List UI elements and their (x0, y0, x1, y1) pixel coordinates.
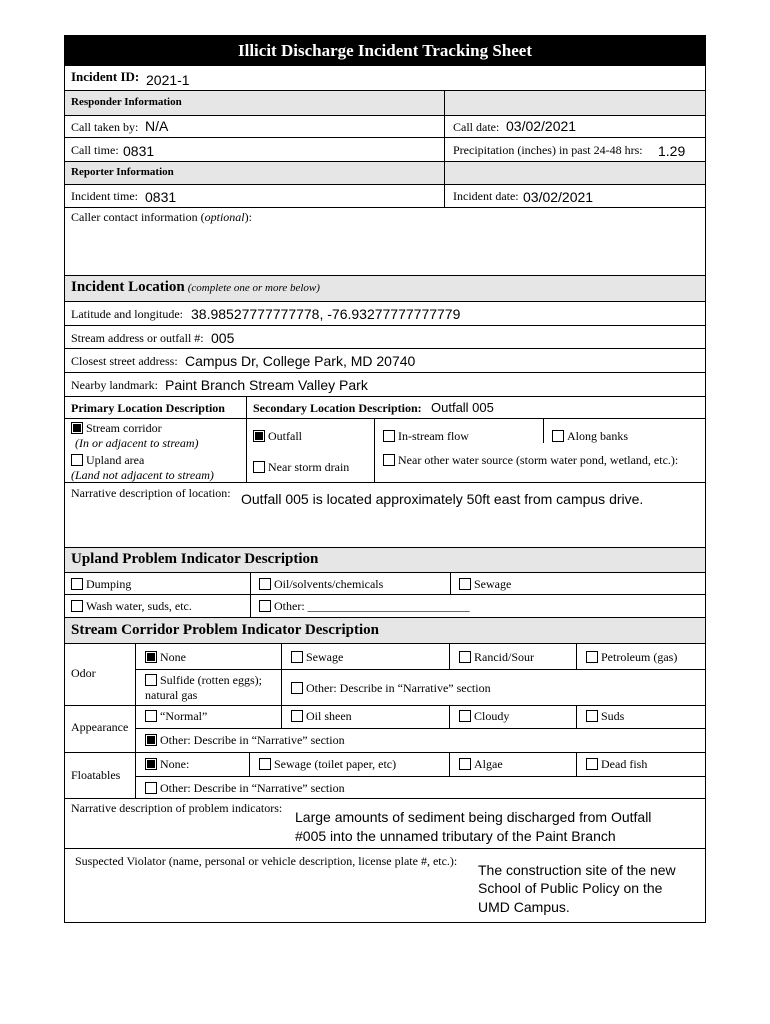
secondary-location-header: Secondary Location Description: (253, 401, 422, 415)
odor-row-1 (135, 644, 705, 670)
incident-id-label: Incident ID: (71, 69, 140, 84)
divider (444, 91, 445, 208)
street-address-value[interactable]: Campus Dr, College Park, MD 20740 (185, 353, 416, 369)
landmark-value[interactable]: Paint Branch Stream Valley Park (165, 377, 368, 393)
upland-header-row (65, 548, 705, 573)
checkbox-checked-icon (145, 651, 157, 663)
checkbox-icon (459, 578, 471, 590)
call-date-value[interactable]: 03/02/2021 (506, 118, 577, 134)
checkbox-icon (586, 710, 598, 722)
checkbox-icon (71, 578, 83, 590)
incident-date-value[interactable]: 03/02/2021 (523, 189, 594, 205)
landmark-row (65, 373, 705, 397)
violator-line2[interactable]: School of Public Policy on the (478, 880, 663, 896)
divider (449, 753, 450, 777)
divider (249, 753, 250, 777)
appearance-row-2 (65, 729, 705, 753)
option-stream-corridor[interactable]: Stream corridor (71, 421, 162, 436)
incident-time-label: Incident time: (71, 189, 138, 203)
floatables-label: Floatables (71, 768, 121, 782)
option-odor-rancid[interactable]: Rancid/Sour (459, 650, 534, 665)
location-header-row (65, 276, 705, 302)
divider (576, 706, 577, 729)
option-app-suds[interactable]: Suds (586, 709, 624, 724)
stream-corridor-note: (In or adjacent to stream) (75, 436, 199, 450)
responder-header: Responder Information (71, 96, 182, 108)
checkbox-icon (259, 600, 271, 612)
violator-section (65, 849, 705, 922)
reporter-header: Reporter Information (71, 166, 174, 178)
option-odor-sewage[interactable]: Sewage (291, 650, 343, 665)
corridor-header-row (65, 618, 705, 644)
option-upland-other[interactable]: Other: ___________________________ (259, 599, 470, 614)
checkbox-icon (459, 758, 471, 770)
option-app-oil-sheen[interactable]: Oil sheen (291, 709, 352, 724)
option-app-normal[interactable]: “Normal” (145, 709, 207, 724)
option-upland-sewage[interactable]: Sewage (459, 577, 511, 592)
checkbox-icon (259, 578, 271, 590)
incident-date-label: Incident date: (453, 189, 519, 203)
checkbox-icon (552, 430, 564, 442)
checkbox-icon (145, 782, 157, 794)
call-time-row (65, 138, 705, 162)
upland-note: (Land not adjacent to stream) (71, 468, 214, 482)
checkbox-checked-icon (145, 758, 157, 770)
checkbox-icon (459, 651, 471, 663)
option-float-other[interactable]: Other: Describe in “Narrative” section (145, 781, 345, 796)
location-options-row (65, 419, 705, 483)
checkbox-icon (459, 710, 471, 722)
checkbox-icon (259, 758, 271, 770)
latlong-row (65, 302, 705, 326)
violator-label: Suspected Violator (name, personal or vehicle description, license plate #, etc.): (75, 854, 458, 868)
checkbox-checked-icon (145, 734, 157, 746)
odor-row-2 (65, 670, 705, 706)
incident-id-value[interactable]: 2021-1 (146, 72, 190, 88)
option-along-banks[interactable]: Along banks (552, 429, 628, 444)
stream-address-value[interactable]: 005 (211, 330, 235, 346)
incident-time-value[interactable]: 0831 (145, 189, 177, 205)
appearance-label: Appearance (71, 720, 129, 734)
stream-address-label: Stream address or outfall #: (71, 331, 204, 345)
problem-narrative-label: Narrative description of problem indicators: (71, 801, 283, 815)
option-app-other[interactable]: Other: Describe in “Narrative” section (145, 733, 345, 748)
option-float-none[interactable]: None: (145, 757, 189, 772)
caller-contact-label: Caller contact information (optional): (71, 210, 252, 224)
checkbox-checked-icon (253, 430, 265, 442)
call-taken-value[interactable]: N/A (145, 118, 169, 134)
location-narrative-value[interactable]: Outfall 005 is located approximately 50ft east from campus drive. (241, 491, 644, 507)
primary-location-header: Primary Location Description (71, 401, 225, 415)
title-bar (65, 36, 705, 66)
checkbox-icon (71, 600, 83, 612)
latlong-value[interactable]: 38.98527777777778, -76.93277777777779 (191, 306, 461, 322)
reporter-header-row (65, 162, 705, 185)
divider (374, 419, 375, 483)
street-address-row (65, 349, 705, 373)
call-taken-label: Call taken by: (71, 120, 139, 134)
location-desc-header-row (65, 397, 705, 419)
option-wash-water[interactable]: Wash water, suds, etc. (71, 599, 192, 614)
option-float-sewage[interactable]: Sewage (toilet paper, etc) (259, 757, 396, 772)
problem-narrative-line1[interactable]: Large amounts of sediment being discharged from Outfall (295, 809, 652, 825)
corridor-header: Stream Corridor Problem Indicator Description (71, 622, 380, 638)
divider (449, 706, 450, 729)
location-header: Incident Location (complete one or more below) (71, 279, 320, 295)
checkbox-icon (291, 682, 303, 694)
secondary-location-value[interactable]: Outfall 005 (431, 400, 494, 415)
option-near-other-water[interactable]: Near other water source (storm water pond, wetland, etc.): (383, 453, 678, 468)
location-narrative-label: Narrative description of location: (71, 486, 231, 500)
incident-time-row (65, 185, 705, 208)
upland-row-1 (65, 573, 705, 595)
checkbox-icon (586, 758, 598, 770)
call-date-label: Call date: (453, 120, 500, 134)
divider (576, 753, 577, 777)
caller-contact-row[interactable] (65, 208, 705, 276)
precip-value[interactable]: 1.29 (658, 143, 686, 159)
divider (246, 397, 247, 483)
street-address-label: Closest street address: (71, 354, 178, 368)
option-odor-other[interactable]: Other: Describe in “Narrative” section (291, 681, 491, 696)
precip-label: Precipitation (inches) in past 24-48 hrs: (453, 143, 643, 157)
checkbox-checked-icon (71, 422, 83, 434)
checkbox-icon (291, 710, 303, 722)
option-dumping[interactable]: Dumping (71, 577, 131, 592)
call-time-label: Call time: (71, 143, 119, 157)
option-odor-petroleum[interactable]: Petroleum (gas) (586, 650, 677, 665)
problem-narrative-row (65, 799, 705, 849)
stream-address-row (65, 326, 705, 349)
responder-header-row (65, 91, 705, 116)
checkbox-icon (586, 651, 598, 663)
appearance-row-1 (135, 706, 705, 729)
option-odor-sulfide[interactable]: Sulfide (rotten eggs); (145, 673, 262, 688)
option-app-cloudy[interactable]: Cloudy (459, 709, 509, 724)
option-near-storm-drain[interactable]: Near storm drain (253, 460, 349, 475)
option-odor-none[interactable]: None (145, 650, 186, 665)
option-instream-flow[interactable]: In-stream flow (383, 429, 469, 444)
violator-line3[interactable]: UMD Campus. (478, 899, 570, 915)
page-title: Illicit Discharge Incident Tracking Sheet (237, 41, 533, 60)
option-float-algae[interactable]: Algae (459, 757, 503, 772)
call-taken-row (65, 116, 705, 138)
divider (449, 644, 450, 670)
tracking-sheet (64, 35, 706, 923)
divider (576, 644, 577, 670)
divider (543, 419, 544, 443)
incident-id-row (65, 66, 705, 91)
checkbox-icon (145, 710, 157, 722)
latlong-label: Latitude and longitude: (71, 307, 183, 321)
option-upland-area[interactable]: Upland area (71, 453, 144, 468)
option-outfall[interactable]: Outfall (253, 429, 302, 444)
checkbox-icon (71, 454, 83, 466)
odor-label: Odor (71, 666, 96, 680)
option-oil-solvents[interactable]: Oil/solvents/chemicals (259, 577, 383, 592)
location-narrative-row (65, 483, 705, 548)
problem-narrative-line2[interactable]: #005 into the unnamed tributary of the Paint Branch (295, 828, 616, 844)
call-time-value[interactable]: 0831 (123, 143, 155, 159)
divider (281, 644, 282, 729)
checkbox-icon (291, 651, 303, 663)
odor-sulfide-line2: natural gas (145, 688, 198, 702)
upland-header: Upland Problem Indicator Description (71, 551, 319, 567)
upland-row-2 (65, 595, 705, 618)
floatables-row-2 (65, 777, 705, 799)
floatables-row-1 (135, 753, 705, 777)
option-float-dead-fish[interactable]: Dead fish (586, 757, 647, 772)
checkbox-icon (253, 461, 265, 473)
violator-line1[interactable]: The construction site of the new (478, 862, 676, 878)
divider (135, 644, 136, 799)
checkbox-icon (383, 430, 395, 442)
checkbox-icon (145, 674, 157, 686)
divider (250, 573, 251, 618)
checkbox-icon (383, 454, 395, 466)
landmark-label: Nearby landmark: (71, 378, 158, 392)
divider (450, 573, 451, 595)
